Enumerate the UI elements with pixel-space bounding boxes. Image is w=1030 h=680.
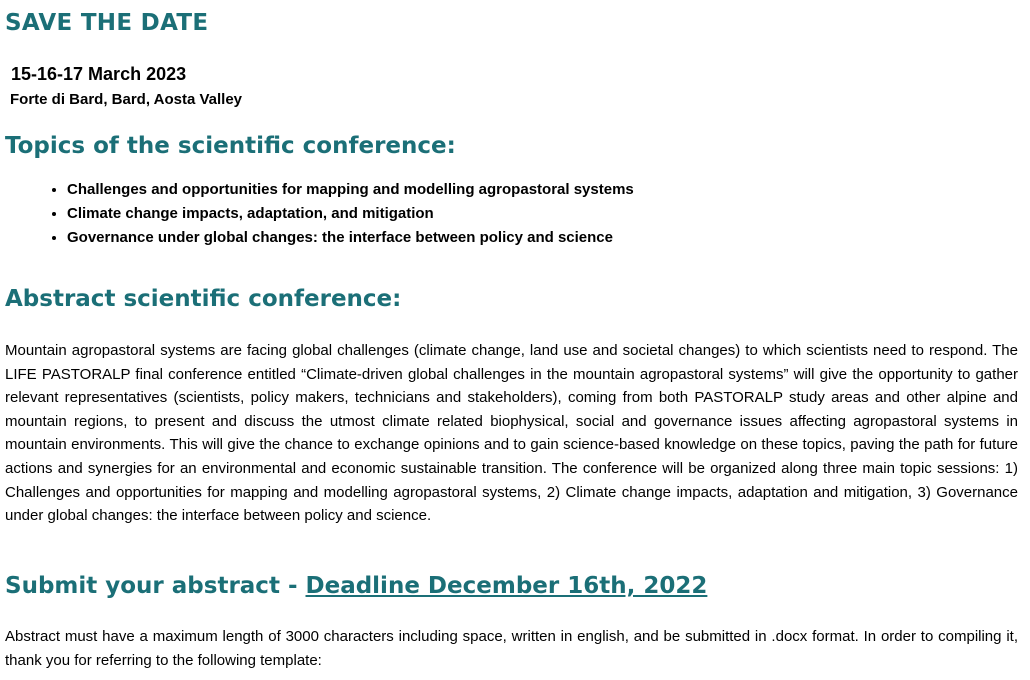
save-the-date-title: SAVE THE DATE [5,10,209,36]
submit-paragraph: Abstract must have a maximum length of 3000 characters including space, written in english, and be submitted in .docx format. In order to compiling it, thank you for referring to the following template: [5,628,1018,669]
event-location: Forte di Bard, Bard, Aosta Valley [10,91,243,108]
topic-item-governance: • Governance under global changes: the interface between policy and science [67,226,634,250]
submit-heading-prefix: Submit your abstract - [5,573,306,599]
abstract-paragraph: Mountain agropastoral systems are facing global challenges (climate change, land use and societal changes) to which scientists need to respond. The LIFE PASTORALP final conference entitled “Climate-driven global challenges in the mountain agropastoral systems” will give the opportunity to gather relevant representatives (scientists, policy makers, technicians and stakeholders), coming from both PASTORALP study areas and other alpine and mountain regions, to present and discuss the utmost climate related biophysical, social and governance issues affecting agropastoral systems in mountain environments. This will give the chance to exchange opinions and to gain science-based knowledge on these topics, paving the path for future actions and synergies for an environmental and economic sustainable transition. The conference will be organized along three main topic sessions: 1) Challenges and opportunities for mapping and modelling agropastoral systems, 2) Climate change impacts, adaptation and mitigation, 3) Governance under global changes: the interface between policy and science. [5,342,1018,525]
event-date: 15-16-17 March 2023 [11,64,187,84]
submit-heading [5,573,707,599]
topics-heading: Topics of the scientific conference: [5,133,456,159]
topic-item-climate: • Climate change impacts, adaptation, and mitigation [67,202,634,226]
abstract-heading: Abstract scientific conference: [5,286,402,312]
deadline-link[interactable]: Deadline December 16th, 2022 [305,573,708,599]
topic-item-mapping: • Challenges and opportunities for mapping and modelling agropastoral systems [67,178,634,202]
topics-list [48,178,634,250]
